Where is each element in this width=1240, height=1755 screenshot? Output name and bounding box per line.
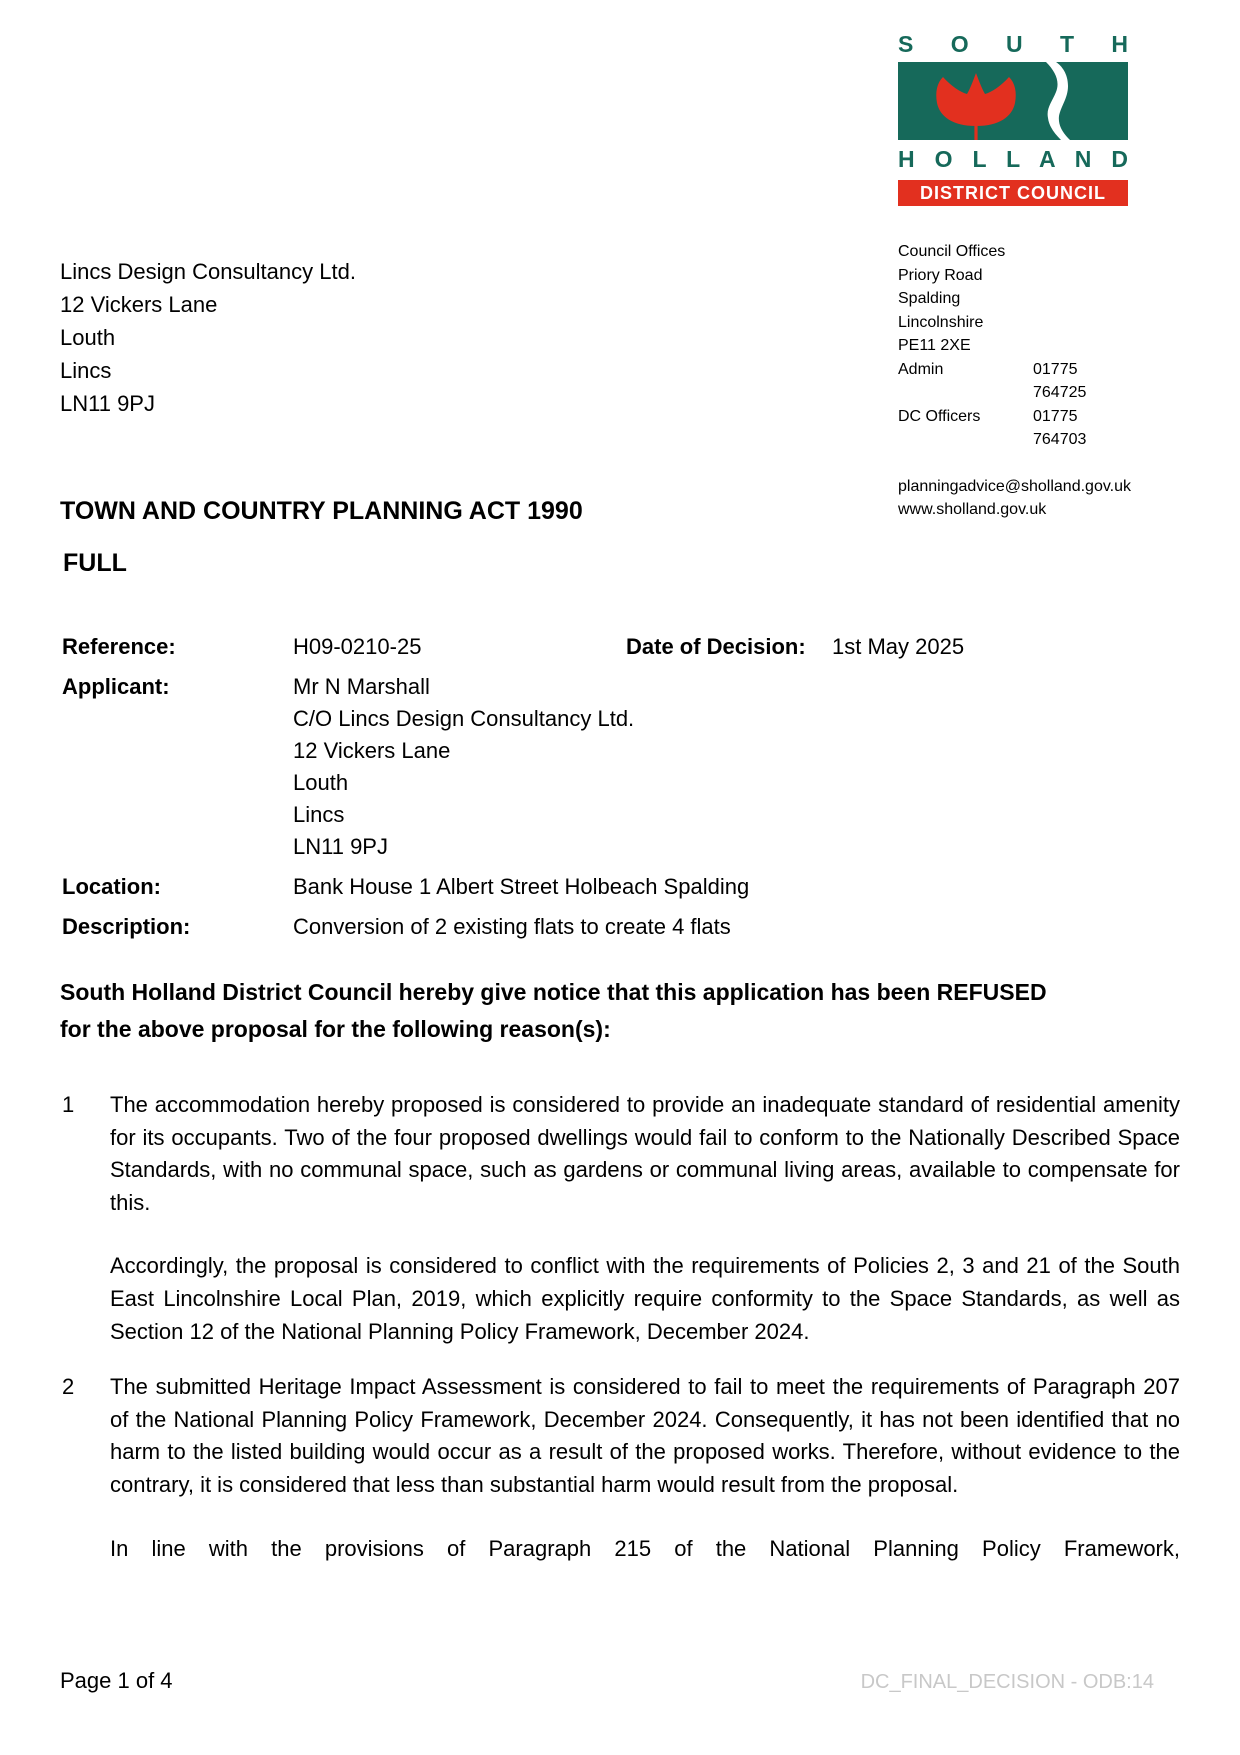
- applicant-address: [293, 671, 1180, 863]
- decision-date-value: 1st May 2025: [832, 634, 965, 659]
- reference-value: H09-0210-25: [293, 634, 422, 659]
- reason-number: 1: [62, 1092, 75, 1117]
- council-logo: [898, 32, 1128, 206]
- reason-text: [110, 1371, 1180, 1565]
- logo-text-holland: H O L L A N D: [898, 146, 1128, 172]
- refusal-reasons: [62, 1089, 1180, 1565]
- phone-label: DC Officers: [898, 407, 981, 425]
- document-reference: DC_FINAL_DECISION - ODB:14: [860, 1671, 1154, 1693]
- page-number: Page 1 of 4: [60, 1668, 173, 1693]
- phone-number: 01775 764725: [1033, 360, 1087, 401]
- description-row: [62, 911, 1180, 943]
- council-address-line: Council Offices: [898, 243, 1006, 260]
- applicant-address-line: Mr N Marshall: [293, 674, 430, 699]
- decision-notice: South Holland District Council hereby give notice that this application has been REFUSED for the above proposal for the following reason(s):: [60, 979, 1047, 1042]
- application-details: [62, 631, 1180, 951]
- recipient-address-line: Louth: [60, 325, 116, 350]
- phone-row-admin: [898, 358, 1130, 405]
- council-address-line: PE11 2XE: [898, 337, 971, 354]
- applicant-address-line: LN11 9PJ: [293, 834, 388, 859]
- reason-text: [110, 1089, 1180, 1348]
- decision-date-label: Date of Decision:: [626, 634, 806, 659]
- council-address-line: Spalding: [898, 290, 961, 307]
- council-address-line: Lincolnshire: [898, 313, 984, 331]
- phone-number: 01775 764703: [1033, 407, 1087, 448]
- refusal-reason-1: [62, 1089, 1180, 1348]
- location-value: Bank House 1 Albert Street Holbeach Spalding: [293, 874, 750, 899]
- reason-paragraph: Accordingly, the proposal is considered to conflict with the requirements of Policies 2, 3 and 21 of the South East Lincolnshire Local Plan, 2019, which explicitly require conformity to the Space Standards, as well as Section 12 of the National Planning Policy Framework, December 2024.: [110, 1253, 1180, 1344]
- reference-row: [62, 631, 1180, 663]
- council-email: planningadvice@sholland.gov.uk: [898, 477, 1131, 495]
- location-row: [62, 871, 1180, 903]
- applicant-address-line: 12 Vickers Lane: [293, 738, 451, 763]
- applicant-address-line: Lincs: [293, 802, 345, 827]
- reason-paragraph: The accommodation hereby proposed is considered to provide an inadequate standard of residential amenity for its occupants. Two of the four proposed dwellings would fail to conform to the Nationally Described Space Standards, with no communal space, such as gardens or communal living areas, available to compensate for this.: [110, 1092, 1180, 1215]
- council-address-line: Priory Road: [898, 266, 983, 284]
- description-value: Conversion of 2 existing flats to create 4 flats: [293, 914, 731, 939]
- recipient-address-line: LN11 9PJ: [60, 391, 155, 416]
- council-contact-block: [898, 240, 1130, 522]
- reason-number: 2: [62, 1374, 75, 1400]
- document-title: TOWN AND COUNTRY PLANNING ACT 1990: [60, 497, 583, 525]
- logo-banner-district-council: DISTRICT COUNCIL: [898, 180, 1128, 206]
- applicant-address-line: Louth: [293, 770, 349, 795]
- recipient-address-line: 12 Vickers Lane: [60, 292, 218, 317]
- recipient-address-line: Lincs Design Consultancy Ltd.: [60, 259, 356, 284]
- phone-label: Admin: [898, 360, 944, 378]
- recipient-address: [60, 255, 356, 420]
- refusal-reason-2: [62, 1371, 1180, 1565]
- recipient-address-line: Lincs: [60, 358, 112, 383]
- description-label: Description:: [62, 914, 191, 939]
- location-label: Location:: [62, 874, 161, 899]
- logo-text-south: S O U T H: [898, 31, 1128, 57]
- council-website: www.sholland.gov.uk: [898, 501, 1047, 518]
- applicant-row: [62, 671, 1180, 863]
- applicant-label: Applicant:: [62, 674, 170, 699]
- application-type: FULL: [63, 549, 127, 577]
- tulip-logo-icon: [898, 62, 1128, 140]
- reference-label: Reference:: [62, 634, 176, 659]
- phone-row-dc-officers: [898, 405, 1130, 452]
- reason-paragraph: In line with the provisions of Paragraph 215 of the National Planning Policy Framework,: [110, 1535, 1180, 1561]
- reason-paragraph: The submitted Heritage Impact Assessment is considered to fail to meet the requirements of Paragraph 207 of the National Planning Policy Framework, December 2024. Consequently, it has not been identified that no harm to the listed building would occur as a result of the proposed works. Therefore, without evidence to the contrary, it is considered that less than substantial harm would result from the proposal.: [110, 1374, 1180, 1497]
- applicant-address-line: C/O Lincs Design Consultancy Ltd.: [293, 706, 635, 731]
